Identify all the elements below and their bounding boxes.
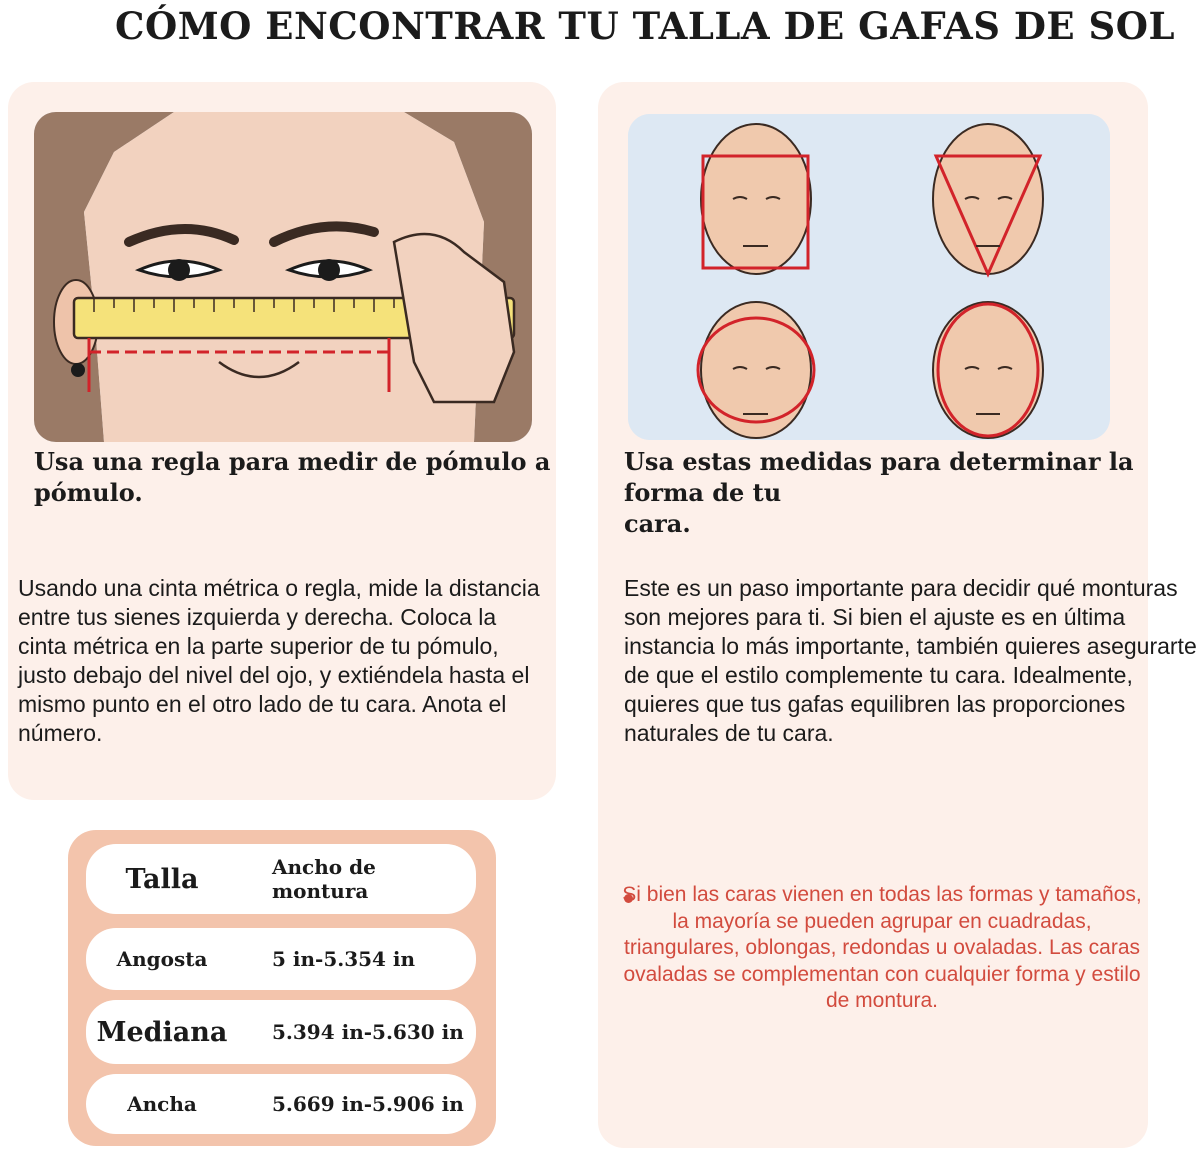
size-chart-table bbox=[68, 830, 496, 1146]
header-frame-width: Ancho de montura bbox=[272, 855, 376, 903]
square-face bbox=[701, 124, 811, 274]
face-shapes-illustration bbox=[628, 114, 1110, 440]
header-size: Talla bbox=[125, 863, 199, 895]
row-width-value: 5.669 in-5.906 in bbox=[272, 1092, 464, 1116]
measure-card bbox=[8, 82, 556, 800]
row-width-value: 5 in-5.354 in bbox=[272, 947, 416, 971]
table-row bbox=[86, 1000, 476, 1064]
table-row bbox=[86, 1074, 476, 1134]
measure-instructions: Usando una cinta métrica o regla, mide la distancia entre tus sienes izquierda y derecha. Coloca la cinta métrica en la parte superior de tu pómulo, justo debajo del nivel del ojo, y extiéndela hasta el mismo punto en el otro lado de tu cara. Anota el número. bbox=[18, 575, 540, 746]
face-ruler-drawing bbox=[34, 112, 532, 442]
page-title: CÓMO ENCONTRAR TU TALLA DE GAFAS DE SOL bbox=[115, 4, 1175, 48]
face-shape-heading: Usa estas medidas para determinar la forma de tu cara. bbox=[624, 447, 1134, 538]
row-size-label: Ancha bbox=[127, 1092, 197, 1116]
table-header-row bbox=[86, 844, 476, 914]
row-width-value: 5.394 in-5.630 in bbox=[272, 1020, 464, 1044]
face-shape-description: Este es un paso importante para decidir qué monturas son mejores para ti. Si bien el ajuste es en última instancia lo más importante, también quieres asegurarte de que el estilo complemente tu cara. Idealmente, quieres que tus gafas equilibren las proporciones naturales de tu cara. bbox=[624, 575, 1197, 746]
table-row bbox=[86, 928, 476, 990]
oval-face bbox=[933, 302, 1043, 438]
ruler-measurement-illustration bbox=[34, 112, 532, 442]
face-shape-bullet-note: Si bien las caras vienen en todas las formas y tamaños, la mayoría se pueden agrupar en cuadradas, triangulares, oblongas, redondas u ovaladas. Las caras ovaladas se complementan con cualquier forma y estilo de montura. bbox=[622, 883, 1142, 1012]
row-size-label: Angosta bbox=[116, 947, 208, 971]
row-size-label: Mediana bbox=[96, 1016, 228, 1048]
face-shapes-drawing bbox=[628, 114, 1110, 440]
measure-heading: Usa una regla para medir de pómulo a pómulo. bbox=[34, 447, 551, 507]
triangle-face bbox=[933, 124, 1043, 274]
face-shape-card bbox=[598, 82, 1197, 1148]
